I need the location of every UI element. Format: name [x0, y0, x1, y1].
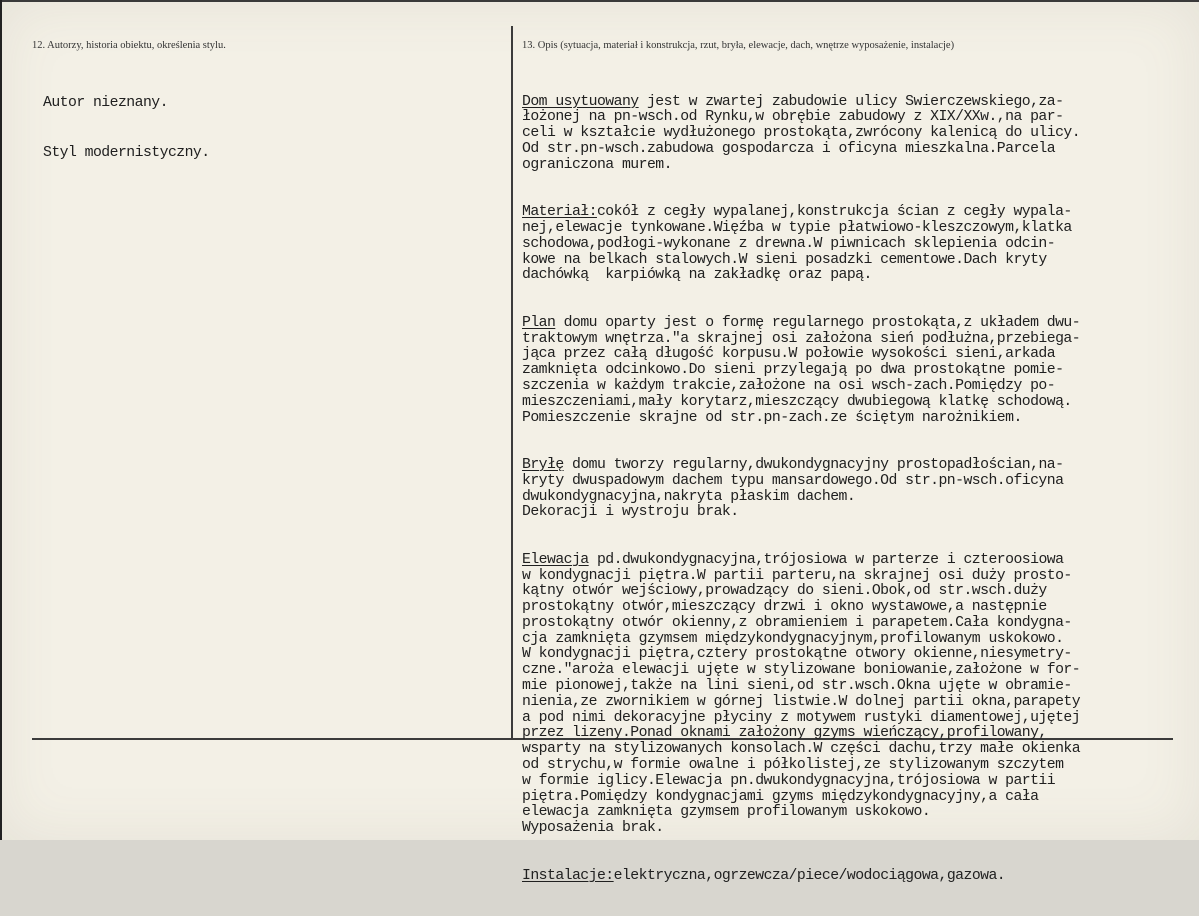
- description-text: [522, 63, 1192, 916]
- heading-installations: Instalacje:: [522, 867, 614, 884]
- body-location: jest w zwartej zabudowie ulicy Swierczewskiego,za- łożonej na pn-wsch.od Rynku,w obrębie zabudowy z XIX/XXw.,na par- celi w kształcie wydłużonego prostokąta,zwrócony kalenicą do ulicy. Od str.pn-wsch.zabudowa gospodarcza i oficyna mieszkalna.Parcela ograniczona murem.: [522, 93, 1081, 173]
- column-divider: [511, 26, 513, 738]
- paragraph-elevation: [522, 553, 1192, 837]
- paragraph-massing: [522, 458, 1192, 521]
- heading-massing: Bryłę: [522, 456, 564, 473]
- body-plan: domu oparty jest o formę regularnego prostokąta,z układem dwu- traktowym wnętrza."a skrajnej osi założona sień podłużna,przebiega- jąca przez całą długość korpusu.W połowie wysokości sieni,arkada zamknięta odcinkowo.Do sieni przylegają po dwa prostokątne pomie- szczenia w każdym trakcie,założone na osi wsch-zach.Pomiędzy po- mieszczeniami,mały korytarz,mieszczący dwubiegową klatkę schodową. Pomieszczenie skrajne od str.pn-zach.ze ściętym narożnikiem.: [522, 314, 1081, 426]
- body-elevation: pd.dwukondygnacyjna,trójosiowa w parterze i czteroosiowa w kondygnacji piętra.W partii parteru,na skrajnej osi duży prosto- kątny otwór wejściowy,prowadzący do sieni.Obok,od str.wsch.duży prostokątny otwór,mieszczący drzwi i okno wystawowe,a następnie prostokątny otwór okienny,z obramieniem i parapetem.Cała kondygna- cja zamknięta gzymsem międzykondygnacyjnym,profilowanym uskokowo. W kondygnacji piętra,cztery prostokątne otwory okienne,niesymetry- czne."aroża elewacji ujęte w stylizowane boniowanie,założone w for- mie pionowej,także na lini sieni,od str.wsch.Okna ujęte w obramie- nienia,ze zwornikiem w górnej listwie.W dolnej partii okna,parapety a pod nimi dekoracyjne płyciny z motywem rustyki diamentowej,ujętej przez lizeny.Ponad oknami założony gzyms wieńczący,profilowany, wsparty na stylizowanych konsolach.W części dachu,trzy małe okienka od strychu,w formie owalne i półkolistej,ze stylizowanym szczytem w formie iglicy.Elewacja pn.dwukondygnacyjna,trójosiowa w partii piętra.Pomiędzy kondygnacjami gzyms międzykondygnacyjny,a cała elewacja zamknięta gzymsem profilowanym uskokowo. Wyposażenia brak.: [522, 551, 1081, 837]
- body-massing: domu tworzy regularny,dwukondygnacyjny prostopadłościan,na- kryty dwuspadowym dachem typu mansardowego.Od str.pn-wsch.oficyna dwukondygnacyjna,nakryta płaskim dachem. Dekoracji i wystroju brak.: [522, 456, 1064, 521]
- heading-location: Dom usytuowany: [522, 93, 639, 110]
- body-material: cokół z cegły wypalanej,konstrukcja ścian z cegły wypala- nej,elewacje tynkowane.Więźba w typie płatwiowo-kleszczowym,klatka schodowa,podłogi-wykonane z drewna.W piwnicach sklepienia odcin- kowe na belkach stalowych.W sieni posadzki cementowe.Dach kryty dachówką karpiówką na zakładkę oraz papą.: [522, 204, 1072, 284]
- description-field-label: 13. Opis (sytuacja, materiał i konstrukcja, rzut, bryła, elewacje, dach, wnętrze wyposażenie, instalacje): [522, 40, 955, 51]
- heading-material: Materiał:: [522, 204, 597, 221]
- paragraph-location: [522, 95, 1192, 174]
- paragraph-plan: [522, 316, 1192, 427]
- authors-field-label: 12. Autorzy, historia obiektu, określenia stylu.: [32, 40, 226, 51]
- heading-plan: Plan: [522, 314, 556, 331]
- body-installations: elektryczna,ogrzewcza/piece/wodociągowa,gazowa.: [613, 867, 1006, 884]
- style-line: Styl modernistyczny.: [43, 144, 210, 161]
- paragraph-material: [522, 205, 1192, 284]
- authors-text: [43, 62, 210, 194]
- top-edge: [0, 0, 1199, 2]
- left-edge: [0, 0, 2, 840]
- paragraph-installations: [522, 869, 1192, 885]
- author-line: Autor nieznany.: [43, 95, 168, 111]
- heading-elevation: Elewacja: [522, 551, 589, 568]
